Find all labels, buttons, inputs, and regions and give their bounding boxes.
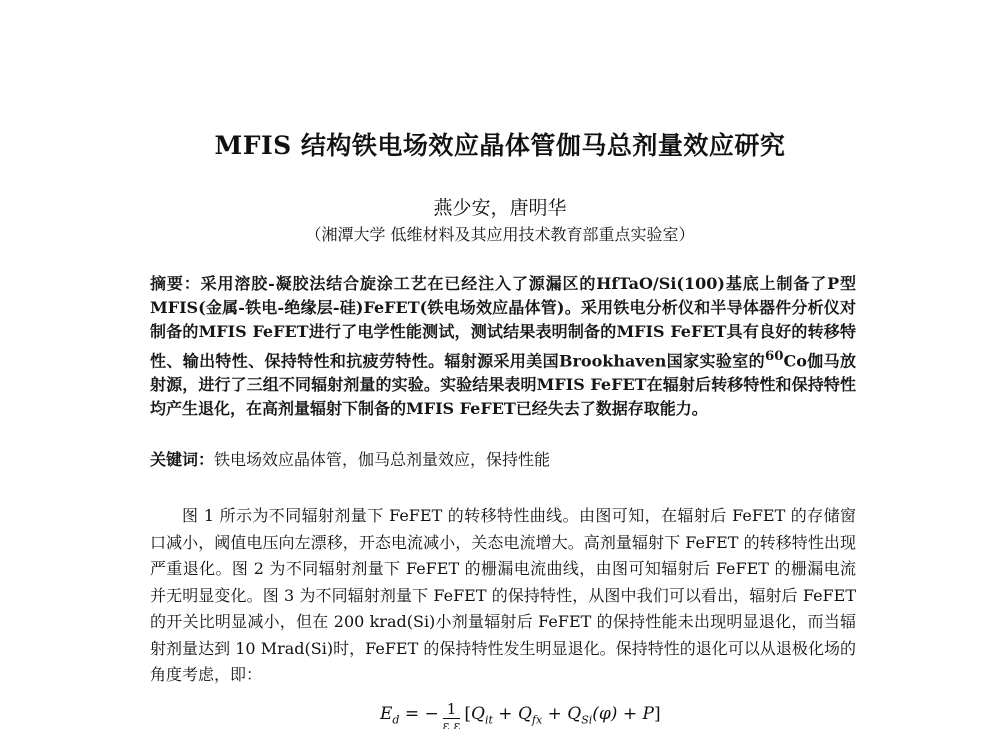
body-paragraph: 图 1 所示为不同辐射剂量下 FeFET 的转移特性曲线。由图可知，在辐射后 FeFET 的存储窗口减小，阈值电压向左漂移，开态电流减小，关态电流增大。高剂量辐射下 FeFET 的转移特性出现严重退化。图 2 为不同辐射剂量下 FeFET 的栅漏电流曲线，由图可知辐射后 FeFET 的栅漏电流并无明显变化。图 3 为不同辐射剂量下 FeFET 的保持特性，从图中我们可以看出，辐射后 FeFET 的开关比明显减小，但在 200 krad(Si)小剂量辐射后 FeFET 的保持性能未出现明显退化，而当辐射剂量达到 10 Mrad(Si)时，FeFET 的保持特性发生明显退化。保持特性的退化可以从退极化场的角度考虑，即： [150,506,856,684]
eq-sign: = − [399,704,439,724]
eq-lhs-sub: d [392,713,400,727]
eq-q3-arg: (φ) [592,704,618,724]
eq-q2: Q [517,704,532,724]
eq-q2-sub: fx [531,713,543,727]
eq-plus2: + [542,704,568,724]
isotope-mass-number: 60 [764,348,784,364]
paper-authors: 燕少安，唐明华 [433,197,567,219]
eq-frac-den: ε ε [442,719,461,729]
abstract-label: 摘要： [150,274,201,293]
eq-frac-num: 1 [443,700,461,719]
abstract-text-part1: 采用溶胶-凝胶法结合旋涂工艺在已经注入了源漏区的HfTaO/Si(100)基底上制备了P型MFIS(金属-铁电-绝缘层-硅)FeFET(铁电场效应晶体管)。采用铁电分析仪和半导体器件分析仪对制备的MFIS FeFET进行了电学性能测试，测试结果表明制备的MFIS FeFET具有良好的转移特性、输出特性、保持特性和抗疲劳特性。辐射源采用美国Brookhaven国家实验室的 [150,274,856,371]
eq-q3: Q [567,704,582,724]
eq-bracket-close: ] [653,704,661,724]
equation-depolarization-field [380,700,661,735]
eq-lhs: E [380,704,393,724]
eq-plus1: + [492,704,518,724]
abstract [150,272,856,421]
keywords [150,448,856,472]
eq-q1: Q [471,704,485,724]
keywords-label: 关键词： [150,450,215,469]
abstract-text-part2: Co伽马放射源，进行了三组不同辐射剂量的实验。实验结果表明MFIS FeFET在辐射后转移特性和保持特性均产生退化，在高剂量辐射下制备的MFIS FeFET已经失去了数据存取能力。 [150,351,856,419]
keywords-text: 铁电场效应晶体管，伽马总剂量效应，保持性能 [214,450,551,469]
eq-plus3: + [617,704,643,724]
paper-title: MFIS 结构铁电场效应晶体管伽马总剂量效应研究 [214,131,786,160]
eq-q3-sub: Si [581,713,593,727]
eq-fraction [443,700,461,729]
paper-affiliation: （湘潭大学 低维材料及其应用技术教育部重点实验室） [305,225,695,244]
eq-bracket-open: [ [464,704,472,724]
eq-p: P [642,704,654,724]
eq-q1-sub: it [484,713,493,727]
